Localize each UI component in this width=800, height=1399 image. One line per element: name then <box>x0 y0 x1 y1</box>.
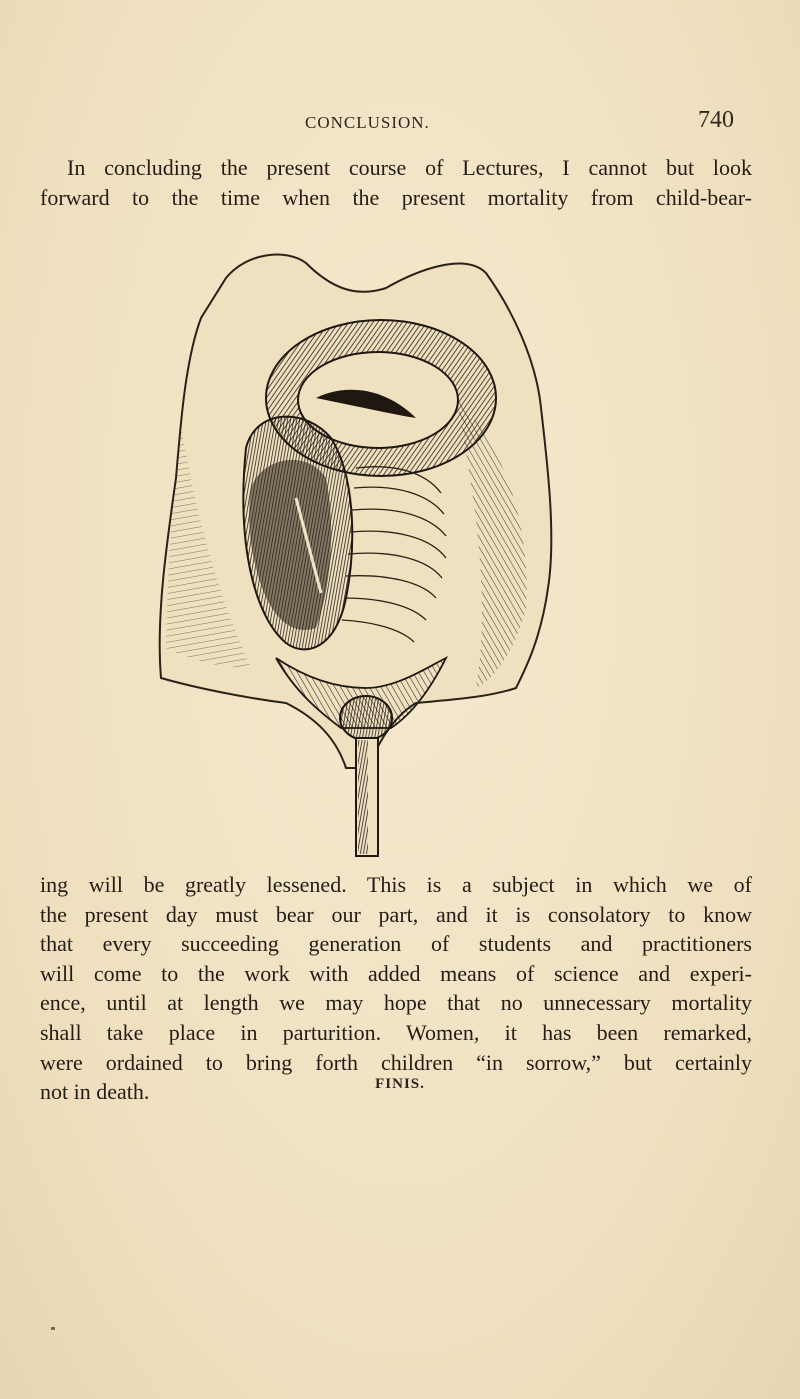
running-head <box>0 107 800 137</box>
text-line: will come to the work with added means of science and experi- <box>40 960 752 986</box>
lower-opening <box>340 696 392 740</box>
page-number: 740 <box>698 107 734 133</box>
text-line: not in death. <box>40 1079 150 1105</box>
paragraph-top <box>40 153 752 212</box>
running-title: CONCLUSION. <box>305 113 430 132</box>
text-line: were ordained to bring forth children “in sorrow,” but certainly <box>40 1049 752 1075</box>
text-line: that every succeeding generation of students and practitioners <box>40 931 752 957</box>
text-line: ence, until at length we may hope that no unnecessary mortality <box>40 990 752 1016</box>
text-line: shall take place in parturition. Women, it has been remarked, <box>40 1019 752 1045</box>
text-line: In concluding the present course of Lectures, I cannot but look <box>67 155 752 180</box>
paragraph-bottom <box>40 870 752 1107</box>
text-line: ing will be greatly lessened. This is a subject in which we of <box>40 872 752 897</box>
ink-speck <box>51 1327 55 1330</box>
finis: FINIS. <box>375 1076 425 1092</box>
anatomical-engraving <box>156 248 566 863</box>
text-line: the present day must bear our part, and it is consolatory to know <box>40 901 752 927</box>
text-line: forward to the time when the present mortality from child-bear- <box>40 184 752 210</box>
probe-stem-shade <box>358 740 368 854</box>
